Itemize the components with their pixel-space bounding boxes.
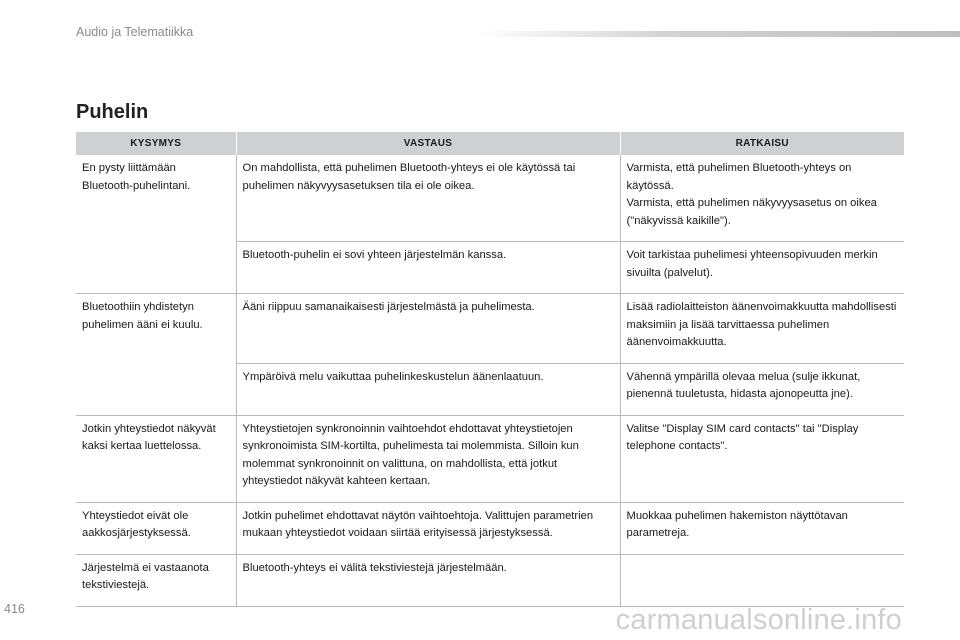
solution-cell (620, 502, 904, 554)
header-section-title: Audio ja Telematiikka (76, 25, 194, 39)
solution-cell (620, 363, 904, 415)
answer-cell: Ympäröivä melu vaikuttaa puhelinkeskustelun äänenlaatuun. (236, 363, 620, 415)
table-row (76, 155, 904, 242)
solution-line: Varmista, että puhelimen näkyvyysasetus on oikea ("näkyvissä kaikille"). (626, 197, 877, 227)
page-title: Puhelin (76, 101, 149, 123)
column-header-solution: RATKAISU (620, 132, 904, 155)
solution-line: Muokkaa puhelimen hakemiston näyttötavan parametreja. (626, 509, 848, 539)
answer-cell: Bluetooth-puhelin ei sovi yhteen järjestelmän kanssa. (236, 242, 620, 294)
header-decorative-bar (478, 31, 960, 37)
table-row (76, 502, 904, 554)
answer-cell: On mahdollista, että puhelimen Bluetooth-yhteys ei ole käytössä tai puhelimen näkyvyysasetuksen tila ei ole oikea. (236, 155, 620, 242)
question-cell: Jotkin yhteystiedot näkyvät kaksi kertaa luettelossa. (76, 415, 236, 502)
solution-cell (620, 415, 904, 502)
troubleshooting-table (76, 132, 904, 607)
question-cell: Bluetoothiin yhdistetyn puhelimen ääni ei kuulu. (76, 294, 236, 416)
table-body (76, 155, 904, 606)
question-cell: Järjestelmä ei vastaanota tekstiviestejä. (76, 554, 236, 606)
solution-line: Voit tarkistaa puhelimesi yhteensopivuuden merkin sivuilta (palvelut). (626, 249, 878, 279)
solution-cell (620, 155, 904, 242)
column-header-question: KYSYMYS (76, 132, 236, 155)
solution-cell (620, 242, 904, 294)
solution-cell (620, 294, 904, 364)
question-cell: En pysty liittämään Bluetooth-puhelintani. (76, 155, 236, 294)
watermark: carmanualsonline.info (615, 604, 902, 636)
solution-line: Varmista, että puhelimen Bluetooth-yhteys on käytössä. (626, 162, 852, 192)
table-row (76, 554, 904, 606)
solution-line: Lisää radiolaitteiston äänenvoimakkuutta mahdollisesti maksimiin ja lisää tarvittaessa puhelimen äänenvoimakkuutta. (626, 301, 897, 348)
question-cell: Yhteystiedot eivät ole aakkosjärjestyksessä. (76, 502, 236, 554)
table-header-row (76, 132, 904, 155)
table-row (76, 294, 904, 364)
answer-cell: Yhteystietojen synkronoinnin vaihtoehdot ehdottavat yhteystietojen synkronoimista SIM-kortilta, puhelimesta tai molemmista. Silloin kun molemmat synkronoinnit on valittuna, on mahdollista, että jotkut yhteystiedot näkyvät kahteen kertaan. (236, 415, 620, 502)
solution-line: Vähennä ympärillä olevaa melua (sulje ikkunat, pienennä tuuletusta, hidasta ajonopeutta jne). (626, 370, 861, 400)
table-row (76, 415, 904, 502)
page-number: 416 (4, 602, 25, 616)
solution-line: Valitse "Display SIM card contacts" tai "Display telephone contacts". (626, 422, 859, 452)
solution-cell (620, 554, 904, 606)
answer-cell: Jotkin puhelimet ehdottavat näytön vaihtoehtoja. Valittujen parametrien mukaan yhteystiedot voidaan siirtää erityisessä järjestyksessä. (236, 502, 620, 554)
column-header-answer: VASTAUS (236, 132, 620, 155)
answer-cell: Ääni riippuu samanaikaisesti järjestelmästä ja puhelimesta. (236, 294, 620, 364)
answer-cell: Bluetooth-yhteys ei välitä tekstiviestejä järjestelmään. (236, 554, 620, 606)
